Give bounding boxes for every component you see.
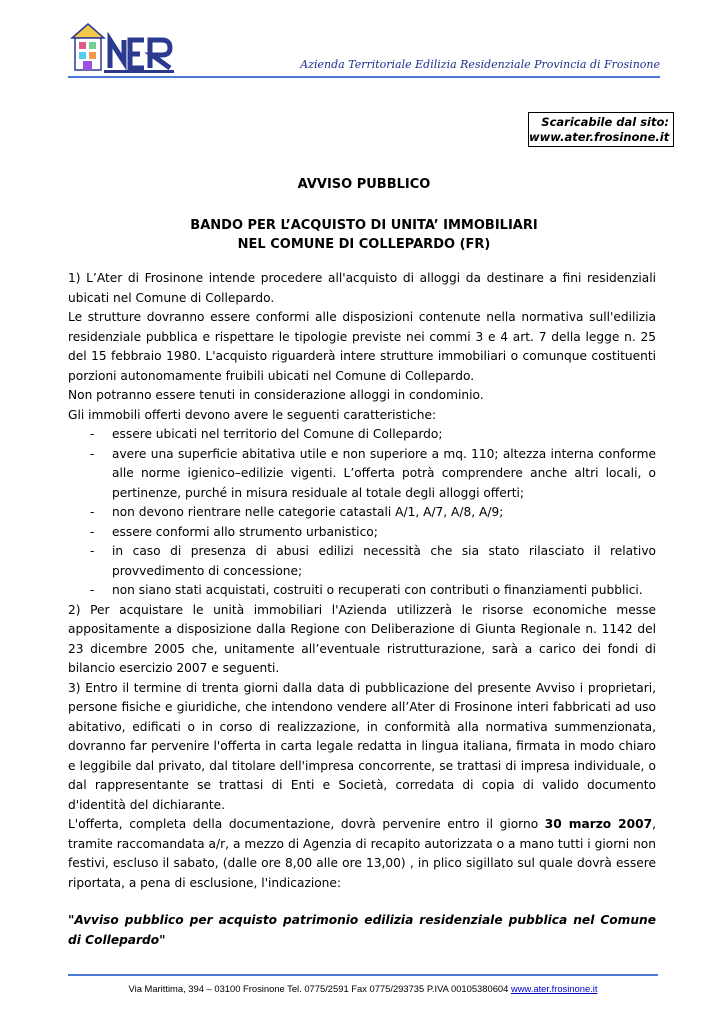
footer-divider <box>68 974 658 976</box>
footer-website-link[interactable]: www.ater.frosinone.it <box>510 983 598 994</box>
organization-name: Azienda Territoriale Edilizia Residenziale Provincia di Frosinone <box>300 58 660 71</box>
list-item: - avere una superficie abitativa utile e non superiore a mq. 110; altezza interna conforme alle norme igienico–edilizie vigenti. L’offerta potrà comprendere anche altri locali, o pertinenze, purché in misura residuale al totale degli alloggi offerti; <box>68 445 656 504</box>
list-item: - non siano stati acquistati, costruiti o recuperati con contributi o finanziamenti pubblici. <box>68 581 656 601</box>
paragraph-submission <box>68 815 656 893</box>
download-notice-label: Scaricabile dal sito: <box>541 115 669 129</box>
header-divider <box>68 76 660 78</box>
list-item: - non devono rientrare nelle categorie catastali A/1, A/7, A/8, A/9; <box>68 503 656 523</box>
paragraph-deadline-terms: 3) Entro il termine di trenta giorni dalla data di pubblicazione del presente Avviso i proprietari, persone fisiche e giuridiche, che intendono vendere all’Ater di Frosinone interi fabbricati ad uso abitativo, edificati o in corso di realizzazione, in conformità alla normativa summenzionata, dovranno far pervenire l'offerta in carta legale redatta in lingua italiana, firmata in modo chiaro e leggibile dal privato, dal titolare dell'impresa concorrente, se trattasi di impresa individuale, o dal rappresentante se trattasi di Enti e Società, corredata di copia di valido documento d'identità del dichiarante. <box>68 680 656 812</box>
paragraph-requirements: Le strutture dovranno essere conformi alle disposizioni contenute nella normativa sull'edilizia residenziale pubblica e rispettare le tipologie previste nei commi 3 e 4 art. 7 della legge n. 25 del 15 febbraio 1980. L'acquisto riguarderà intere strutture immobiliari o comunque costituenti porzioni autonomamente fruibili ubicati nel Comune di Collepardo. <box>68 310 656 383</box>
notice-title: AVVISO PUBBLICO <box>297 177 431 192</box>
list-item: - essere conformi allo strumento urbanistico; <box>68 523 656 543</box>
footer-contact-info: Via Marittima, 394 – 03100 Frosinone Tel. 0775/2591 Fax 0775/293735 P.IVA 00105380604 <box>128 983 511 994</box>
download-notice-box <box>528 112 674 147</box>
submission-text-before: L'offerta, completa della documentazione, dovrà pervenire entro il giorno <box>68 817 545 831</box>
submission-text-after: , tramite raccomandata a/r, a mezzo di Agenzia di recapito autorizzata o a mano tutti i giorni non festivi, escluso il sabato, (dalle ore 8,00 alle ore 13,00) , in plico sigillato sul quale dovrà essere riportata, a pena di esclusione, l'indicazione: <box>68 817 656 890</box>
envelope-indication: "Avviso pubblico per acquisto patrimonio edilizia residenziale pubblica nel Comune di Collepardo" <box>68 913 656 947</box>
list-item: - essere ubicati nel territorio del Comune di Collepardo; <box>68 425 656 445</box>
page-header <box>68 20 660 80</box>
paragraph-intro: 1) L’Ater di Frosinone intende procedere all'acquisto di alloggi da destinare a fini residenziali ubicati nel Comune di Collepardo. <box>68 271 656 305</box>
bando-title-line1: BANDO PER L’ACQUISTO DI UNITA’ IMMOBILIARI <box>190 218 538 233</box>
download-notice-url[interactable]: www.ater.frosinone.it <box>529 130 670 144</box>
paragraph-characteristics: Gli immobili offerti devono avere le seguenti caratteristiche: <box>68 407 437 422</box>
submission-deadline-date: 30 marzo 2007 <box>544 817 653 831</box>
paragraph-condominium: Non potranno essere tenuti in considerazione alloggi in condominio. <box>68 388 484 402</box>
list-item: - in caso di presenza di abusi edilizi necessità che sia stato rilasciato il relativo provvedimento di concessione; <box>68 542 656 581</box>
paragraph-funding: 2) Per acquistare le unità immobiliari l'Azienda utilizzerà le risorse economiche messe appositamente a disposizione dalla Regione con Deliberazione di Giunta Regionale n. 1142 del 23 dicembre 2005 che, unitamente all’eventuale ristrutturazione, sarà a carico dei fondi di bilancio esercizio 2007 e seguenti. <box>68 602 656 675</box>
page-footer <box>68 983 658 994</box>
ater-logo <box>68 20 178 74</box>
notice-body <box>68 269 656 950</box>
bando-title-line2: NEL COMUNE DI COLLEPARDO (FR) <box>237 237 491 252</box>
characteristics-list <box>68 425 656 601</box>
